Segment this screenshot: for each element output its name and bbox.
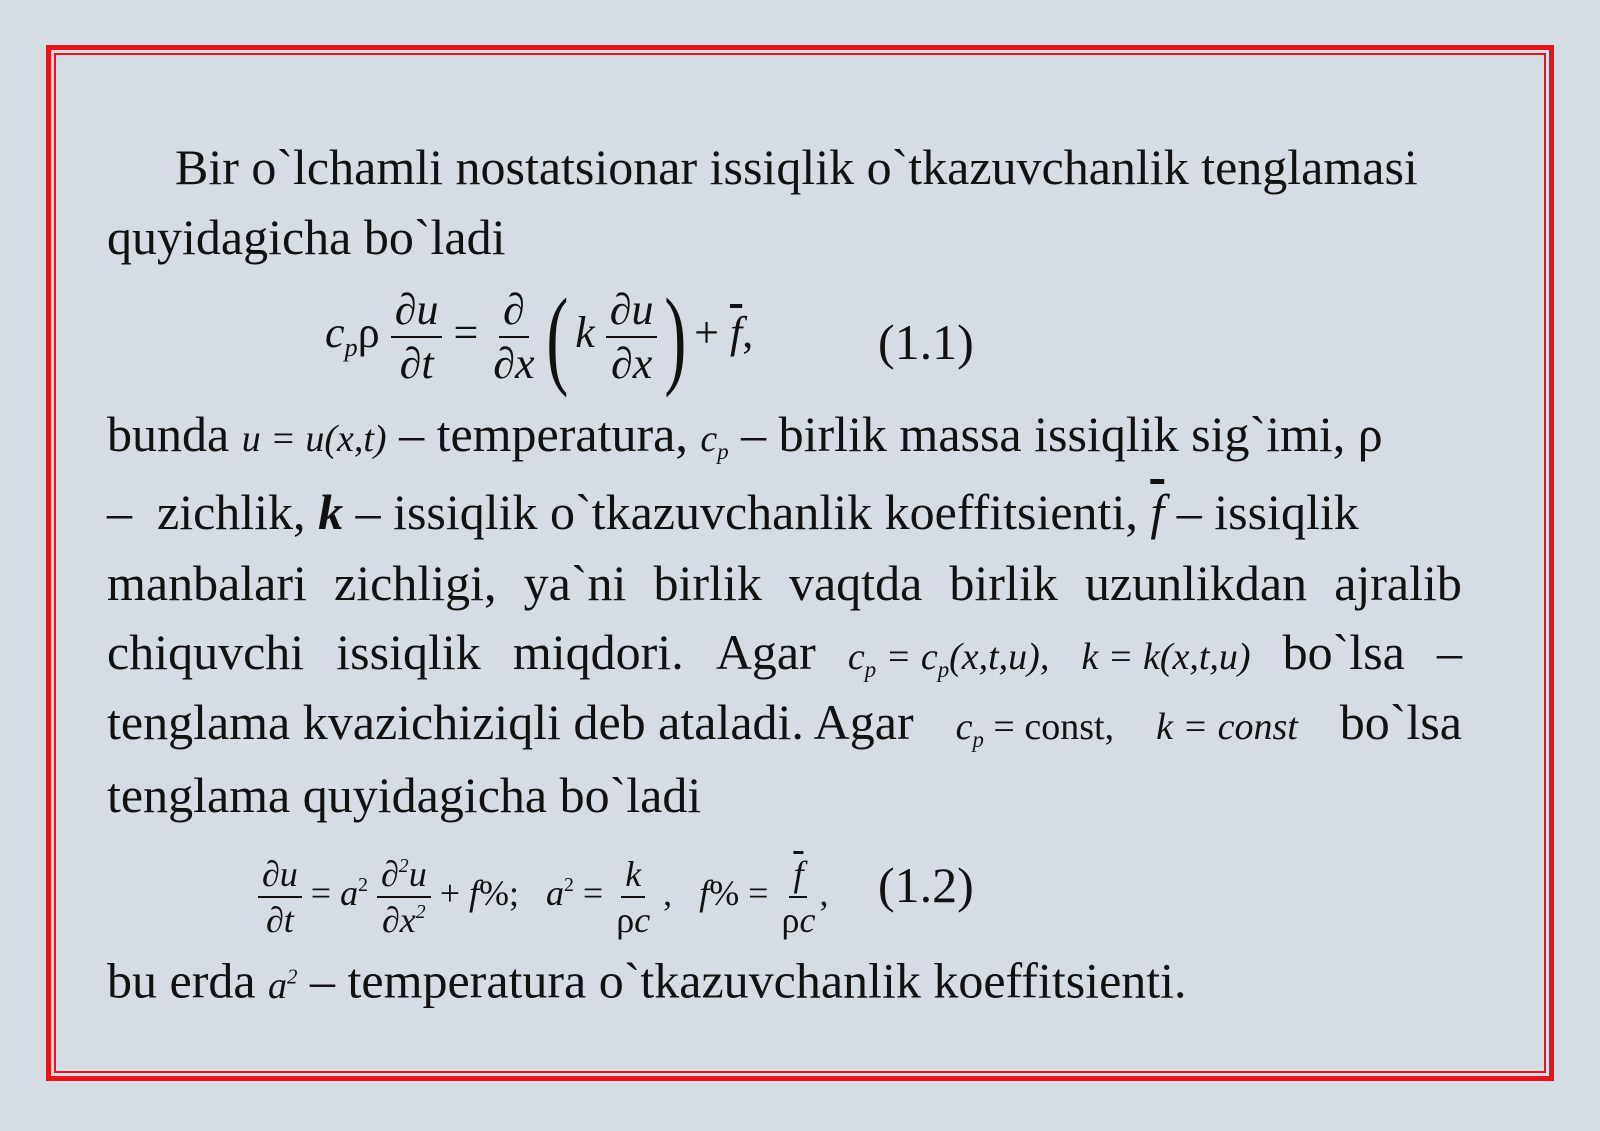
eq1-left-paren: ( [545,275,568,398]
word: bo`lsa [1282,624,1405,680]
word: miqdori. [512,624,684,680]
paragraph-2-line-4 [107,622,1462,700]
rho-symbol: ρ [1357,406,1383,462]
word: zichligi, [334,555,497,611]
k-symbol: k [318,484,344,540]
eq2-equals: = $a^2$ [310,872,368,913]
paragraph-2-line-5 [107,692,1462,770]
cp-const: $c_p$ = const, [955,706,1115,752]
equation-1-1 [325,275,754,398]
word: ya`ni [523,555,627,611]
word: birlik [653,555,762,611]
dash: – [107,484,132,540]
eq1-d-dx: $\frac{\partial}{\partial x}$ [493,284,535,388]
text-koeffitsienti: – issiqlik o`tkazuvchanlik koeffitsienti, [355,484,1138,540]
u-definition: u = u(x,t) [241,418,387,460]
text-temperatura: – temperatura, [399,406,688,462]
eq1-equals: = [453,308,490,357]
cp-function: $c_p = c_p(x,t,u)$, [847,636,1050,682]
word: birlik [949,555,1058,611]
equation-1-2-number: (1.2) [878,857,974,913]
paragraph-2-line-3 [107,553,1462,613]
a-squared: $a^2$ [268,964,298,1007]
word: bo`lsa [1339,694,1462,750]
paragraph-1-text-1: Bir o`lchamli nostatsionar issiqlik o`tkazuvchanlik tenglamasi [175,139,1418,195]
eq1-du-dt: $\frac{\partial u}{\partial t}$ [391,288,443,386]
word-bu-erda: bu erda [107,952,256,1009]
equation-1-2 [258,838,829,940]
equation-1-1-number: (1.1) [878,314,974,370]
cp-symbol: $c_p$ [700,418,729,464]
eq2-d2u-dx2: $\frac{\partial^2u}{\partial x^2}$ [377,856,431,938]
text-issiqlik: – issiqlik [1176,484,1359,540]
eq1-right-paren: ) [664,275,687,398]
eq2-f-def: , f% = [663,872,778,913]
paragraph-2-line-1 [107,404,1383,482]
eq2-plus-f: + f%; $a^2$ = [439,872,613,913]
paragraph-2-line-2 [107,482,1359,542]
eq1-cp: $c_p$ [325,308,358,363]
eq1-k: k [575,308,595,357]
word-bunda: bunda [107,406,230,462]
word: manbalari [107,555,307,611]
eq2-k-rho-c: $\frac{k}{\rho c}$ [616,853,651,940]
paragraph-1-line-2 [107,207,506,267]
text-birlik-massa: – birlik massa issiqlik sig`imi, [741,406,1346,462]
text-zichlik: zichlik, [157,484,306,540]
word: vaqtda [788,555,923,611]
word: ajralib [1334,555,1462,611]
text-tenglama-quyidagicha: tenglama quyidagicha bo`ladi [107,767,702,823]
eq1-du-dx: $\frac{\partial u}{\partial x}$ [606,288,658,386]
paragraph-2-line-6 [107,765,701,825]
paragraph-1-text-2: quyidagicha bo`ladi [107,209,506,265]
k-function: k = k(x,t,u) [1081,636,1251,678]
word: – [1436,624,1462,680]
eq1-plus-f: + $\overline{f}$, [694,308,754,357]
eq1-rho: ρ [357,308,380,357]
word: uzunlikdan [1084,555,1308,611]
text-kvazichiziqli: tenglama kvazichiziqli deb ataladi. Agar [107,694,914,750]
paragraph-3-line-1 [107,946,1187,1016]
word: Agar [715,624,816,680]
eq2-du-dt: $\frac{\partial u}{\partial t}$ [258,856,302,938]
text-temperatura-koeffitsienti: – temperatura o`tkazuvchanlik koeffitsienti. [310,952,1187,1009]
eq2-f-rho-c: $\frac{\overline{f}}{\rho c}$ [781,853,816,940]
k-const: k = const [1156,706,1298,748]
f-bar-symbol: $\overline{f}$ [1150,484,1165,540]
eq2-comma: , [819,872,829,913]
word: chiquvchi [107,624,305,680]
word: issiqlik [336,624,481,680]
paragraph-1-line-1 [175,137,1418,197]
